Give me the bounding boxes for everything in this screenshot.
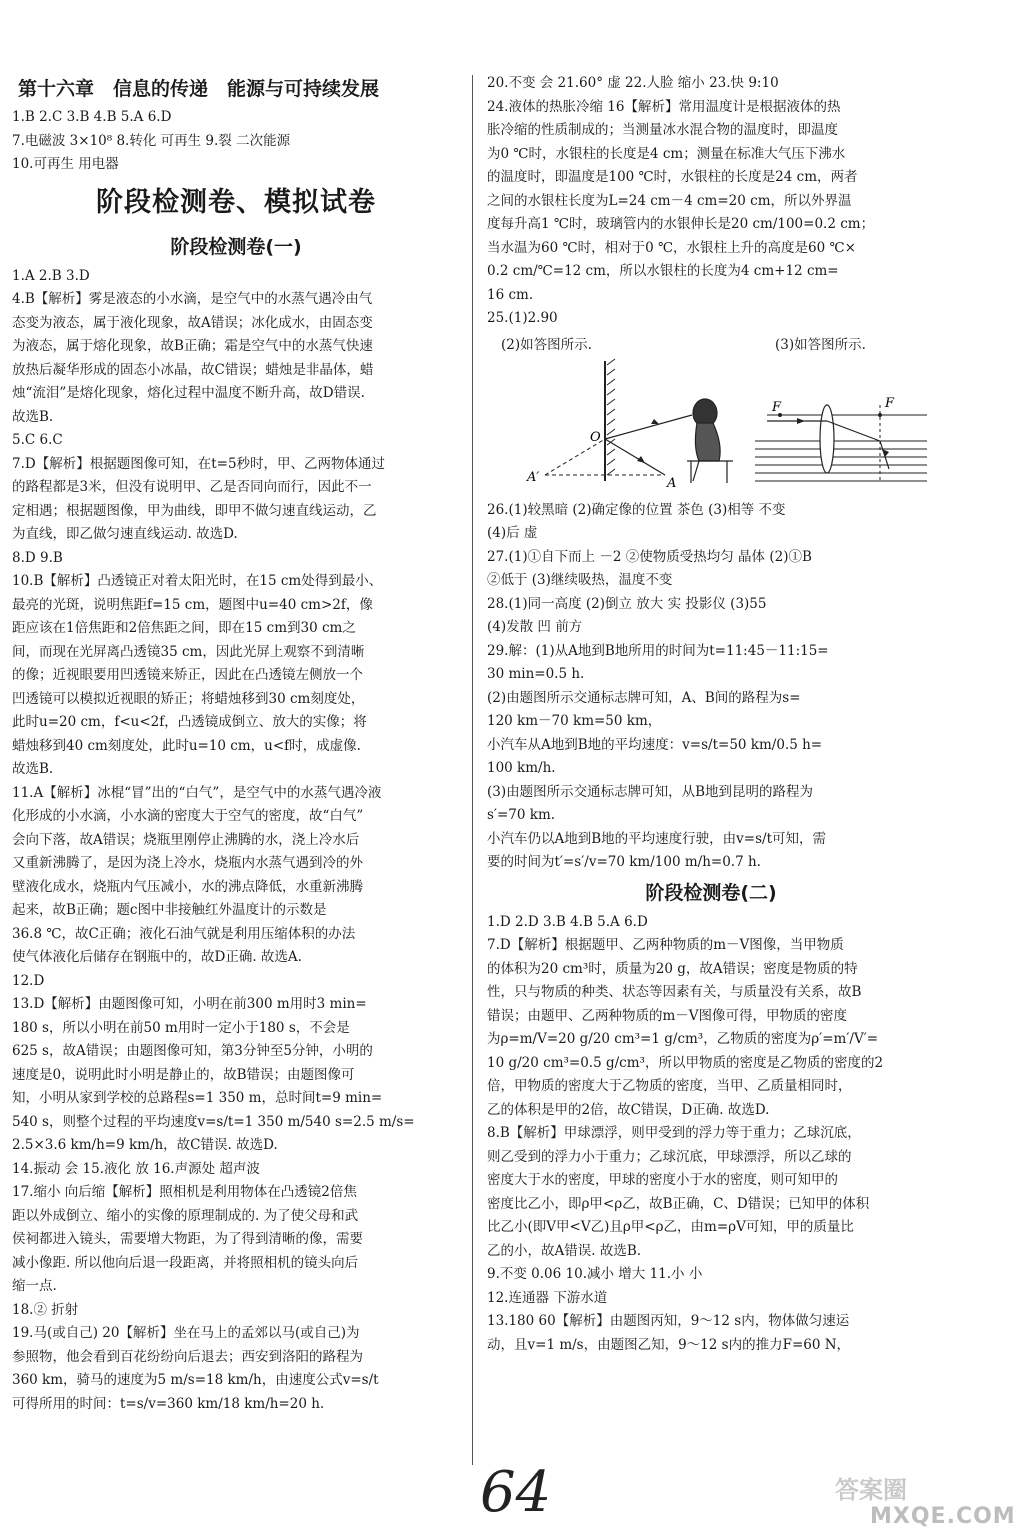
answer-line: (2)由题图所示交通标志牌可知，A、B间的路程为s=: [487, 689, 801, 706]
chapter-answers: [12, 106, 460, 177]
answer-line: 侯祠都进入镜头，需要增大物距，为了得到清晰的像，需要: [12, 1231, 363, 1247]
answer-line: 距应该在1倍焦距和2倍焦距之间，即在15 cm到30 cm之: [12, 620, 356, 636]
answer-line: 壁液化成水，烧瓶内气压减小，水的沸点降低，水重新沸腾: [12, 878, 363, 895]
chapter-title: 第十六章 信息的传递 能源与可持续发展: [18, 78, 380, 100]
answer-line: 120 km－70 km=50 km，: [487, 713, 662, 729]
answer-line: ②低于 (3)继续吸热，温度不变: [487, 572, 673, 588]
answer-line: 1.B 2.C 3.B 4.B 5.A 6.D: [12, 109, 172, 125]
watermark-url: MXQE.COM: [870, 1504, 1016, 1529]
answer-line: 此时u=20 cm，f<u<2f，凸透镜成倒立、放大的实像；将: [12, 714, 367, 730]
label-o: O: [590, 429, 601, 445]
answer-line: 1.D 2.D 3.B 4.B 5.A 6.D: [487, 913, 648, 930]
exam1-answers-continued: [487, 72, 935, 331]
figure-captions: [487, 331, 935, 357]
answer-line: 100 km/h.: [487, 760, 556, 776]
answer-line: 的像；近视眼要用凹透镜来矫正，因此在凸透镜左侧放一个: [12, 667, 363, 683]
answer-line: 使气体液化后储存在钢瓶中的，故D正确. 故选A.: [12, 949, 302, 965]
answer-line: 的路程都是3米，但没有说明甲、乙是否同向而行，因此不一: [12, 479, 372, 495]
answer-line: 10.可再生 用电器: [12, 156, 119, 172]
answer-line: 故选B.: [12, 761, 54, 777]
answer-line: 13.D【解析】由题图像可知，小明在前300 m用时3 min=: [12, 996, 367, 1012]
answer-line: 知，小明从家到学校的总路程s=1 350 m，总时间t=9 min=: [12, 1090, 383, 1106]
answer-line: 比乙小(即V甲<V乙)且ρ甲<ρ乙，由m=ρV可知，甲的质量比: [487, 1219, 854, 1235]
figure-caption-3: (3)如答图所示.: [775, 336, 866, 353]
column-divider: [472, 75, 473, 1465]
answer-line: 参照物，他会看到百花纷纷向后退去；西安到洛阳的路程为: [12, 1348, 363, 1365]
answer-line: 4.B【解析】雾是液态的小水滴，是空气中的水蒸气遇冷由气: [12, 291, 373, 307]
answer-line: 之间的水银柱长度为L=24 cm－4 cm=20 cm，所以外界温: [487, 192, 852, 209]
answer-line: 5.C 6.C: [12, 432, 63, 448]
answer-line: 8.D 9.B: [12, 549, 63, 566]
answer-line: 密度比乙小，即ρ甲<ρ乙，故B正确，C、D错误；已知甲的体积: [487, 1195, 870, 1212]
exam2-answers: [487, 911, 935, 1358]
answer-line: 当水温为60 ℃时，相对于0 ℃，水银柱上升的高度是60 ℃×: [487, 239, 856, 256]
answer-line: 10.B【解析】凸透镜正对着太阳光时，在15 cm处得到最小、: [12, 573, 383, 589]
answer-line: 10 g/20 cm³=0.5 g/cm³，所以甲物质的密度是乙物质的密度的2: [487, 1054, 884, 1071]
answer-line: 7.D【解析】根据题图像可知，在t=5秒时，甲、乙两物体通过: [12, 455, 386, 472]
answer-line: 8.B【解析】甲球漂浮，则甲受到的浮力等于重力；乙球沉底，: [487, 1125, 861, 1141]
answer-line: 12.D: [12, 972, 45, 989]
answer-line: 定相遇；根据题图像，甲为曲线，即甲不做匀速直线运动，乙: [12, 502, 377, 519]
answer-line: 180 s，所以小明在前50 m用时一定小于180 s，不会是: [12, 1019, 350, 1036]
answer-line: 错误；由题甲、乙两种物质的m－V图像可得，甲物质的密度: [487, 1007, 848, 1024]
answer-line: 1.A 2.B 3.D: [12, 267, 90, 284]
answer-line: 9.不变 0.06 10.减小 增大 11.小 小: [487, 1266, 703, 1282]
answer-line: 7.电磁波 3×10⁸ 8.转化 可再生 9.裂 二次能源: [12, 132, 291, 149]
right-column: [487, 72, 935, 1357]
answer-line: 为0 ℃时，水银柱的长度是4 cm；测量在标准大气压下沸水: [487, 145, 846, 162]
answer-line: 则乙受到的浮力小于重力；乙球沉底，甲球漂浮，所以乙球的: [487, 1148, 852, 1165]
answer-line: 的温度时，即温度是100 ℃时，水银柱的长度是24 cm，两者: [487, 169, 858, 185]
answer-line: 18.② 折射: [12, 1301, 79, 1318]
answer-line: 度每升高1 ℃时，玻璃管内的水银伸长是20 cm/100=0.2 cm；: [487, 216, 875, 232]
exam1-answers: [12, 265, 460, 1417]
label-a-prime: A′: [527, 469, 540, 485]
answer-line: 最亮的光斑，说明焦距f=15 cm，题图中u=40 cm>2f，像: [12, 596, 373, 613]
figure-caption-2: (2)如答图所示.: [501, 336, 592, 353]
answer-line: 24.液体的热胀冷缩 16【解析】常用温度计是根据液体的热: [487, 98, 841, 115]
answer-line: 29.解：(1)从A地到B地所用的时间为t=11:45－11:15=: [487, 642, 829, 659]
answer-line: 17.缩小 向后缩【解析】照相机是利用物体在凸透镜2倍焦: [12, 1184, 357, 1200]
answer-line: 密度大于水的密度，甲球的密度小于水的密度，则可知甲的: [487, 1172, 838, 1188]
answer-line: 动，且v=1 m/s，由题图乙知，9～12 s内的推力F=60 N，: [487, 1336, 851, 1353]
answer-line: s′=70 km.: [487, 807, 556, 823]
answer-line: 要的时间为t′=s′/v=70 km/100 m/h=0.7 h.: [487, 854, 761, 870]
answer-line: 36.8 ℃，故C正确；液化石油气就是利用压缩体积的办法: [12, 925, 356, 942]
answer-line: 态变为液态，属于液化现象，故A错误；冰化成水，由固态变: [12, 314, 373, 331]
answer-line: 20.不变 会 21.60° 虚 22.人脸 缩小 23.快 9:10: [487, 75, 779, 91]
handwritten-page-number: 64: [480, 1460, 552, 1525]
answer-line: 小汽车仍以A地到B地的平均速度行驶，由v=s/t可知，需: [487, 830, 827, 847]
answer-line: 乙的体积是甲的2倍，故C错误，D正确. 故选D.: [487, 1101, 770, 1118]
answer-line: (4)发散 凹 前方: [487, 619, 583, 635]
answer-line: 11.A【解析】冰棍“冒”出的“白气”，是空气中的水蒸气遇冷液: [12, 784, 382, 801]
answer-line: 凹透镜可以模拟近视眼的矫正；将蜡烛移到30 cm刻度处，: [12, 690, 365, 707]
answer-line: 19.马(或自己) 20【解析】坐在马上的孟郊以马(或自己)为: [12, 1325, 360, 1341]
answer-line: 起来，故B正确；题c图中非接触红外温度计的示数是: [12, 902, 327, 918]
exam1-title: 阶段检测卷(一): [170, 235, 302, 258]
exam2-title: 阶段检测卷(二): [645, 881, 777, 904]
answer-line: 减小像距. 所以他向后退一段距离，并将照相机的镜头向后: [12, 1254, 359, 1271]
answer-line: 2.5×3.6 km/h=9 km/h，故C错误. 故选D.: [12, 1137, 278, 1153]
answer-line: 为液态，属于熔化现象，故B正确；霜是空气中的水蒸气快速: [12, 338, 373, 354]
answer-line: 为直线，即乙做匀速直线运动. 故选D.: [12, 526, 238, 542]
answer-line: 乙的小，故A错误. 故选B.: [487, 1242, 642, 1259]
answer-line: 28.(1)同一高度 (2)倒立 放大 实 投影仪 (3)55: [487, 595, 767, 612]
answer-figures: [487, 357, 935, 499]
answer-line: 小汽车从A地到B地的平均速度：v=s/t=50 km/0.5 h=: [487, 736, 823, 753]
answer-line: 30 min=0.5 h.: [487, 666, 585, 682]
answer-line: 360 km，骑马的速度为5 m/s=18 km/h，由速度公式v=s/t: [12, 1372, 379, 1388]
mirror-diagram: [526, 359, 733, 491]
lens-refraction-diagram: [755, 396, 927, 481]
answer-line: 又重新沸腾了，是因为浇上冷水，烧瓶内水蒸气遇到冷的外: [12, 855, 363, 871]
answer-line: 7.D【解析】根据题甲、乙两种物质的m－V图像，当甲物质: [487, 937, 844, 953]
answer-line: 放热后凝华形成的固态小冰晶，故C错误；蜡烛是非晶体，蜡: [12, 361, 374, 378]
answer-line: 26.(1)较黑暗 (2)确定像的位置 茶色 (3)相等 不变: [487, 501, 786, 518]
answer-line: 13.180 60【解析】由题图丙知，9～12 s内，物体做匀速运: [487, 1313, 850, 1329]
answer-line: 烛“流泪”是熔化现象，熔化过程中温度不断升高，故D错误.: [12, 385, 365, 401]
section-title: 阶段检测卷、模拟试卷: [96, 186, 376, 218]
answer-line: 缩一点.: [12, 1278, 57, 1294]
optics-diagrams: [487, 357, 935, 499]
answer-line: 540 s，则整个过程的平均速度v=s/t=1 350 m/540 s=2.5 m/s=: [12, 1113, 415, 1130]
answer-line: 16 cm.: [487, 286, 534, 303]
answer-line: 速度是0，说明此时小明是静止的，故B错误；由题图像可: [12, 1066, 355, 1083]
answer-line: (4)后 虚: [487, 525, 538, 541]
left-column: [12, 72, 460, 1416]
answer-line: 0.2 cm/℃=12 cm，所以水银柱的长度为4 cm+12 cm=: [487, 263, 839, 279]
answer-line: 12.连通器 下游水道: [487, 1289, 608, 1306]
answer-line: 为ρ=m/V=20 g/20 cm³=1 g/cm³，乙物质的密度为ρ′=m′/V′=: [487, 1031, 879, 1047]
label-f-left: F: [772, 399, 782, 415]
answer-line: 可得所用的时间：t=s/v=360 km/18 km/h=20 h.: [12, 1395, 325, 1412]
answer-line: (3)由题图所示交通标志牌可知，从B地到昆明的路程为: [487, 783, 814, 800]
seated-person-figure: [687, 399, 733, 483]
exam1-answers-end: [487, 499, 935, 875]
answer-line: 间，而现在光屏离凸透镜35 cm，因此光屏上观察不到清晰: [12, 643, 365, 660]
answer-line: 倍，甲物质的密度大于乙物质的密度，当甲、乙质量相同时，: [487, 1078, 852, 1094]
answer-line: 性，只与物质的种类、状态等因素有关，与质量没有关系，故B: [487, 984, 862, 1000]
watermark-logo: 答案圈: [835, 1476, 907, 1504]
answer-line: 14.振动 会 15.液化 放 16.声源处 超声波: [12, 1160, 260, 1177]
answer-line: 胀冷缩的性质制成的；当测量冰水混合物的温度时，即温度: [487, 122, 838, 138]
answer-line: 距以外成倒立、缩小的实像的原理制成的. 为了使父母和武: [12, 1207, 359, 1224]
label-f-right: F: [885, 395, 895, 411]
answer-line: 27.(1)①自下而上 －2 ②使物质受热均匀 晶体 (2)①B: [487, 548, 812, 565]
answer-line: 会向下落，故A错误；烧瓶里刚停止沸腾的水，浇上冷水后: [12, 831, 360, 848]
answer-line: 化形成的小水滴，小水滴的密度大于空气的密度，故“白气”: [12, 808, 364, 824]
answer-line: 的体积为20 cm³时，质量为20 g，故A错误；密度是物质的特: [487, 960, 858, 977]
answer-line: 蜡烛移到40 cm刻度处，此时u=10 cm，u<f时，成虚像.: [12, 737, 361, 754]
answer-line: 25.(1)2.90: [487, 310, 558, 326]
answer-line: 故选B.: [12, 408, 54, 425]
answer-line: 625 s，故A错误；由题图像可知，第3分钟至5分钟，小明的: [12, 1043, 373, 1059]
label-a: A: [667, 475, 677, 491]
